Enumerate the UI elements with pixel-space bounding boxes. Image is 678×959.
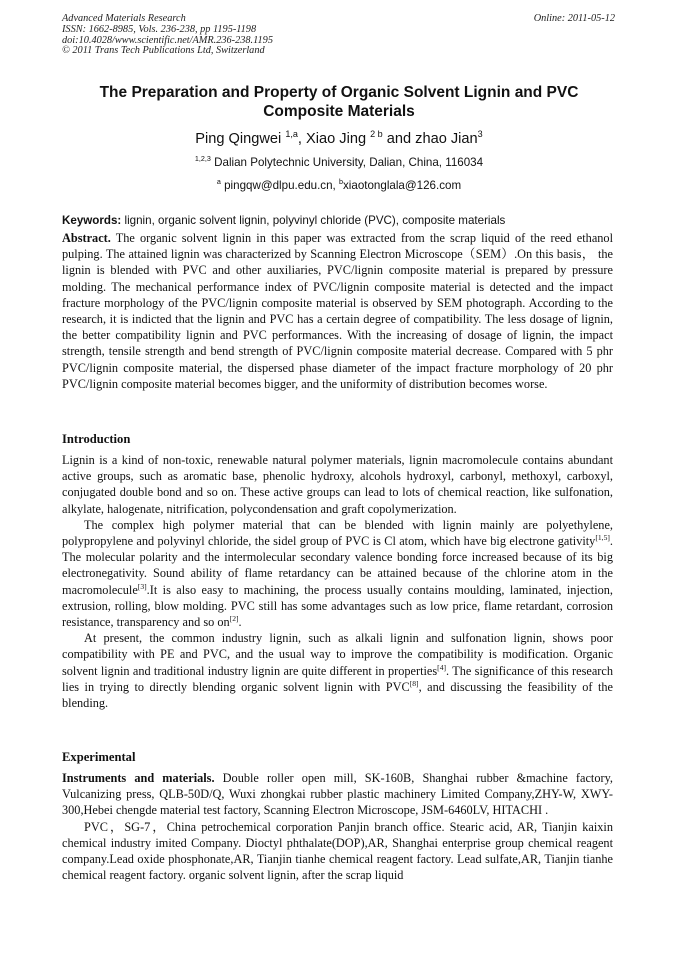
intro-p2-text-a: The complex high polymer material that can be blended with lignin mainly are polyethylene, polypropylene and polyvinyl chloride, the sidel group of PVC is Cl atom, which have big electrone gativity [62, 517, 613, 549]
author-line [62, 130, 616, 148]
introduction-body [62, 452, 613, 711]
keywords [62, 213, 618, 228]
intro-p2-text-b: . The molecular polarity and the intermolecular secondary valence bonding force increased because of its big electronegativity. Sound ability of flame retardancy can be attained because of the chlorine atom in the macromolecule [62, 534, 613, 597]
paper-title: The Preparation and Property of Organic Solvent Lignin and PVC Composite Materials [99, 84, 579, 120]
keywords-text: lignin, organic solvent lignin, polyvinyl chloride (PVC), composite materials [121, 214, 506, 227]
citation: [2] [229, 613, 239, 623]
citation: [8] [409, 678, 419, 688]
abstract [62, 230, 613, 392]
exp-paragraph-1 [62, 770, 613, 819]
affiliation-marker: 1,2,3 [194, 154, 211, 164]
citation: [4] [437, 662, 447, 672]
citation: [1,5] [595, 532, 610, 542]
author-1-affil: 1,a [285, 129, 298, 140]
author-3-affil: 3 [477, 129, 483, 140]
experimental-body [62, 770, 613, 883]
email-a-marker: a [216, 177, 221, 187]
issn-line: ISSN: 1662-8985, Vols. 236-238, pp 1195-1198 [62, 23, 257, 35]
instruments-label: Instruments and materials. [62, 771, 215, 785]
intro-p3-text-c: , and discussing the feasibility of the blending. [62, 679, 614, 711]
affiliation [62, 155, 616, 170]
experimental-heading: Experimental [62, 750, 136, 764]
author-3: and zhao Jian [382, 131, 478, 147]
author-1: Ping Qingwei [195, 131, 286, 147]
abstract-label: Abstract. [62, 231, 111, 245]
intro-p2-text-c: .It is also easy to machining, the process usually contains moulding, laminated, injection, extrusion, rolling, blow molding. PVC still has some advantages such as low price, flame retardant, corrosion resistance, transparency and so on [62, 582, 613, 630]
abstract-paragraph [62, 230, 613, 392]
instruments-text: Double roller open mill, SK-160B, Shanghai rubber &machine factory, Vulcanizing press, QLB-50D/Q, Wuxi zhongkai rubber plastic machinery Limited Company,ZHY-W, XWY-300,Hebei chengde material test factory, Scanning Electron Microscope, JSM-6460LV, HITACHI . [62, 771, 613, 818]
journal-header [62, 14, 618, 57]
citation: [3] [137, 581, 147, 591]
intro-paragraph-2 [62, 517, 613, 630]
author-2: , Xiao Jing [297, 131, 371, 147]
exp-paragraph-2: PVC，SG-7，China petrochemical corporation Panjin branch office. Stearic acid, AR, Tianjin kaixin chemical industry imited Company. Dioctyl phthalate(DOP),AR, Shanghai enterprise group chemical reagent company.Lead oxide phosphonate,AR, Tianjin tianhe chemical reagent factory. Lead sulfate,AR, Tianjin tianhe chemical reagent factory. organic solvent lignin, after the scrap liquid [62, 819, 613, 883]
introduction-heading: Introduction [62, 432, 131, 446]
email-a: pingqw@dlpu.edu.cn, [220, 179, 339, 192]
email-b: xiaotonglala@126.com [343, 179, 462, 192]
copyright-line: © 2011 Trans Tech Publications Ltd, Switzerland [62, 45, 265, 57]
intro-p2-text-d: . [238, 615, 242, 630]
author-2-affil: 2 b [370, 129, 383, 140]
intro-p3-text-a: At present, the common industry lignin, such as alkali lignin and sulfonation lignin, shows poor compatibility with PE and PVC, and the usual way to improve the compatibility is modification. Organic solvent lignin and traditional industry lignin are quite different in properties [62, 631, 613, 678]
intro-paragraph-1: Lignin is a kind of non-toxic, renewable natural polymer materials, lignin macromolecule contains abundant active groups, such as aromatic base, phenolic hydroxy, alcohols hydroxyl, carbonyl, methoxyl, carboxyl, conjugated double bond and so on. These active groups can lead to lots of chemical reaction, like sulfonation, alkylate, halogenate, nitrification, polycondensation and graft copolymerization. [62, 453, 613, 516]
abstract-text: The organic solvent lignin in this paper was extracted from the scrap liquid of the reed ethanol pulping. The attained lignin was characterized by Scanning Electron Microscope（SEM）.On this basis， the lignin is blended with PVC and other auxiliaries, PVC/lignin composite material is prepared by pressure molding. The mechanical performance index of PVC/lignin composite material is detected and the impact fracture morphology of the PVC/lignin composite material is observed by SEM photograph. According to the research, it is indicted that the lignin and PVC has a certain degree of compatibility. The less dosage of lignin, the better compatibility lignin and PVC performances. With the increasing of dosage of lignin, the impact strength, tensile strength and bend strength of PVC/lignin composite material decrease. Compared with 5 phr PVC/lignin composite material, the dispersed phase diameter of the impact fracture morphology of 20 phr PVC/lignin composite material becomes bigger, and the uniformity of distribution becomes worse. [62, 231, 613, 391]
email-line [62, 178, 616, 193]
journal-name: Advanced Materials Research [62, 13, 186, 24]
intro-p3-text-b: . The significance of this research lies in trying to directly blending organic solvent lignin with PVC [62, 663, 613, 694]
email-b-marker: b [339, 177, 343, 187]
online-date: Online: 2011-05-12 [533, 13, 615, 24]
keywords-label: Keywords: [62, 214, 122, 227]
intro-paragraph-3 [62, 630, 613, 711]
doi-line: doi:10.4028/www.scientific.net/AMR.236-238.1195 [62, 34, 273, 46]
affiliation-text: Dalian Polytechnic University, Dalian, China, 116034 [210, 156, 484, 169]
